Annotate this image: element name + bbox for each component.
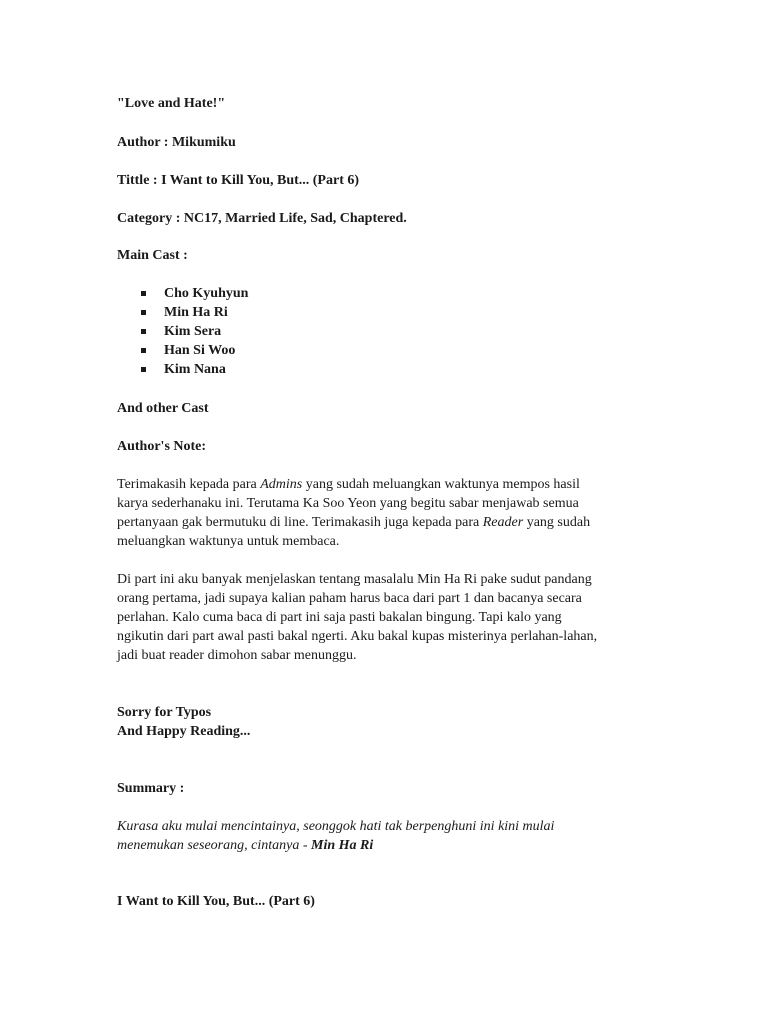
text-span-italic: menemukan seseorang, cintanya -: [117, 838, 312, 853]
paragraph-line: [117, 513, 657, 532]
cast-name: Cho Kyuhyun: [164, 286, 249, 301]
text-span-bold-italic: Min Ha Ri: [311, 838, 374, 853]
cast-name: Han Si Woo: [164, 343, 236, 358]
other-cast-line: And other Cast: [117, 401, 209, 416]
text-span-italic: Reader: [482, 515, 524, 530]
list-item: [117, 322, 248, 341]
happy-reading-line: And Happy Reading...: [117, 724, 251, 739]
tittle-line: Tittle : I Want to Kill You, But... (Part 6): [117, 173, 360, 188]
paragraph-line: jadi buat reader dimohon sabar menunggu.: [117, 648, 357, 663]
category-line: Category : NC17, Married Life, Sad, Chaptered.: [117, 211, 407, 226]
paragraph-line: orang pertama, jadi supaya kalian paham harus baca dari part 1 dan bacanya secara: [117, 591, 582, 606]
list-item: [117, 360, 248, 379]
sorry-line: Sorry for Typos: [117, 705, 212, 720]
paragraph-line: perlahan. Kalo cuma baca di part ini saja pasti bakalan bingung. Tapi kalo yang: [117, 610, 562, 625]
paragraph-line: [117, 475, 657, 494]
list-item: [117, 303, 248, 322]
bullet-icon: [141, 310, 146, 315]
list-item: [117, 284, 248, 303]
summary-text: [117, 817, 657, 855]
summary-heading: Summary :: [117, 781, 185, 796]
paragraph-line: karya sederhanaku ini. Terutama Ka Soo Yeon yang begitu sabar menjawab semua: [117, 496, 579, 511]
bullet-icon: [141, 291, 146, 296]
paragraph-line: Di part ini aku banyak menjelaskan tentang masalalu Min Ha Ri pake sudut pandang: [117, 572, 592, 587]
bullet-icon: [141, 348, 146, 353]
cast-name: Kim Sera: [164, 324, 222, 339]
text-span: yang sudah meluangkan waktunya mempos hasil: [302, 477, 580, 492]
bullet-icon: [141, 329, 146, 334]
text-span-italic: Admins: [260, 477, 303, 492]
chapter-title: I Want to Kill You, But... (Part 6): [117, 894, 315, 909]
paragraph-line: ngikutin dari part awal pasti bakal ngerti. Aku bakal kupas misterinya perlahan-lahan,: [117, 629, 598, 644]
cast-list: [117, 284, 248, 379]
story-title: "Love and Hate!": [117, 96, 226, 111]
text-span: Terimakasih kepada para: [117, 477, 261, 492]
main-cast-heading: Main Cast :: [117, 248, 188, 263]
author-line: Author : Mikumiku: [117, 135, 236, 150]
bullet-icon: [141, 367, 146, 372]
authors-note-heading: Author's Note:: [117, 439, 207, 454]
authors-note-paragraph-1: [117, 475, 657, 551]
list-item: [117, 341, 248, 360]
paragraph-line: meluangkan waktunya untuk membaca.: [117, 534, 340, 549]
text-span: yang sudah: [523, 515, 591, 530]
text-span: pertanyaan gak bermutuku di line. Terimakasih juga kepada para: [117, 515, 483, 530]
paragraph-line: [117, 836, 657, 855]
authors-note-paragraph-2: [117, 570, 657, 665]
cast-name: Kim Nana: [164, 362, 226, 377]
cast-name: Min Ha Ri: [164, 305, 228, 320]
paragraph-line: Kurasa aku mulai mencintainya, seonggok hati tak berpenghuni ini kini mulai: [117, 819, 555, 834]
